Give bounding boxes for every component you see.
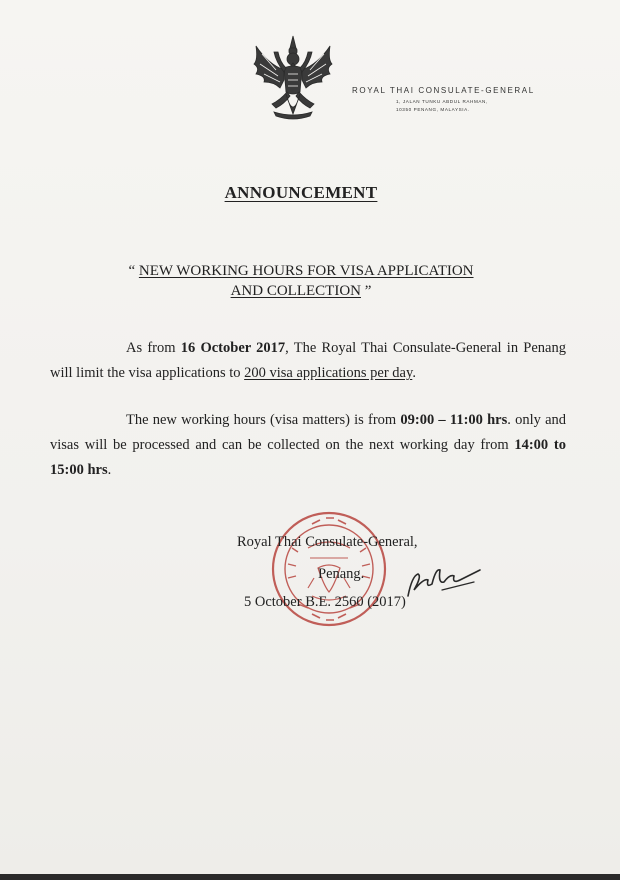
letterhead — [352, 86, 562, 114]
paragraph-visa-limit — [50, 336, 566, 386]
subject-close-quote: ” — [364, 283, 372, 299]
address-line-2: 10350 PENANG, MALAYSIA. — [396, 107, 470, 112]
bottom-edge-bar — [0, 874, 620, 880]
collection-hours: 14:00 to 15:00 hrs — [50, 437, 566, 478]
application-hours: 09:00 – 11:00 hrs — [400, 412, 508, 428]
signatory-city: Penang. — [318, 566, 365, 582]
daily-limit: 200 visa applications per day — [244, 365, 413, 381]
address-line-1: 1, JALAN TUNKU ABDUL RAHMAN, — [396, 99, 488, 104]
p1-end: . — [412, 365, 416, 381]
handwritten-signature-icon — [402, 560, 488, 604]
effective-date: 16 October 2017 — [180, 340, 286, 356]
consulate-address — [396, 98, 562, 114]
p2-intro: The new working hours (visa matters) is from — [126, 412, 401, 428]
signature-date: 5 October B.E. 2560 (2017) — [244, 594, 406, 610]
p1-intro: As from — [126, 340, 181, 356]
announcement-title — [0, 183, 602, 203]
subject-line-1: NEW WORKING HOURS FOR VISA APPLICATION — [138, 263, 474, 279]
garuda-emblem-icon — [250, 34, 336, 122]
p2-body: . only and visas will be processed and can be collected on the next working day from — [50, 412, 567, 453]
p2-end: . — [107, 462, 112, 478]
title-text: ANNOUNCEMENT — [224, 183, 378, 202]
signature-block — [0, 530, 620, 650]
subject-line-2: AND COLLECTION — [230, 283, 361, 299]
subject-open-quote: “ — [128, 263, 136, 279]
p1-body: , The Royal Thai Consulate-General in Penang will limit the visa applications to — [50, 340, 566, 381]
consulate-name: ROYAL THAI CONSULATE-GENERAL — [352, 86, 535, 95]
signatory-organization: Royal Thai Consulate-General, — [237, 534, 418, 550]
paragraph-working-hours — [50, 408, 566, 483]
subject-heading — [0, 261, 602, 301]
